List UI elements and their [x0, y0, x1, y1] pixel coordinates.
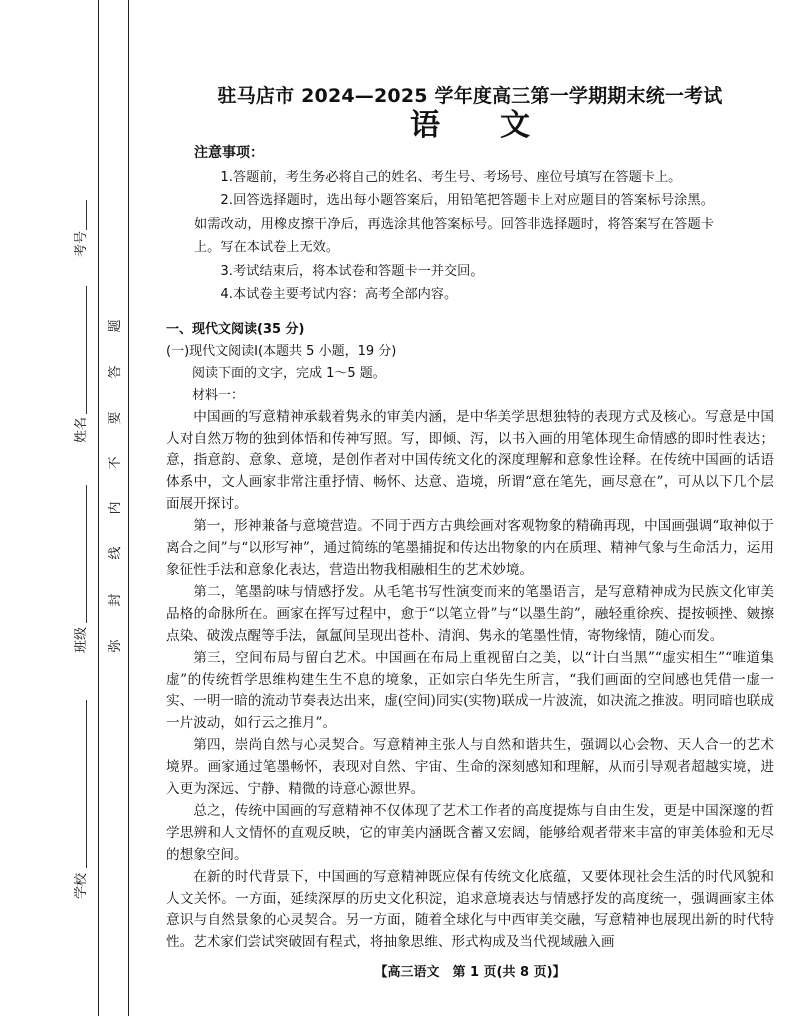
notice-item: 3.考试结束后，将本试卷和答题卡一并交回。 — [220, 263, 484, 279]
section-instruction: 阅读下面的文字，完成 1～5 题。 — [192, 365, 386, 381]
notice-heading: 注意事项： — [194, 145, 264, 161]
class-label: 班级 — [74, 627, 89, 654]
seal-char: 答 — [108, 365, 123, 379]
reading-section — [166, 319, 774, 954]
section-subheading: (一)现代文阅读Ⅰ(本题共 5 小题，19 分) — [166, 343, 397, 359]
section-heading: 一、现代文阅读(35 分) — [166, 322, 305, 337]
exam-number-label: 考号 — [74, 231, 89, 258]
notice-item: 2.回答选择题时，选出每小题答案后，用铅笔把答题卡上对应题目的答案标号涂黑。如需改动，用橡皮擦干净后，再选涂其他答案标号。回答非选择题时，将答案写在答题卡上。写在本试卷上无效。 — [194, 193, 714, 255]
notice-section — [194, 142, 714, 307]
exam-title: 驻马店市 2024—2025 学年度高三第一学期期末统一考试 — [217, 85, 723, 107]
seal-char: 线 — [108, 546, 123, 560]
passage-paragraph: 中国画的写意精神承载着隽永的审美内涵，是中华美学思想独特的表现方式及核心。写意是中国人对自然万物的独到体悟和传神写照。写，即倾、泻，以书入画的用笔体现生命情感的即时性表达；意，指意韵、意象、意境，是创作者对中国传统文化的深度理解和意象性诠释。在传统中国画的话语体系中，文人画家非常注重抒情、畅怀、达意、造境，所谓“意在笔先，画尽意在”，可从以下几个层面展开探讨。 — [166, 408, 774, 513]
class-underline — [86, 485, 87, 623]
passage-paragraph: 总之，传统中国画的写意精神不仅体现了艺术工作者的高度提炼与自由生发，更是中国深邃的哲学思辨和人文情怀的直观反映，它的审美内涵既含蓄又宏阔，能够给观者带来丰富的审美体验和无尽的想象空间。 — [166, 802, 774, 863]
binding-line-inner — [128, 0, 129, 1016]
passage-paragraph: 第二，笔墨韵味与情感抒发。从毛笔书写性演变而来的笔墨语言，是写意精神成为民族文化审美品格的命脉所在。画家在挥写过程中，愈于“以笔立骨”与“以墨生韵”，融轻重徐疾、提按顿挫、皴擦点染、破泼点醒等手法，氤氲间呈现出苍朴、清润、隽永的笔墨性情，寄物缘情，随心而发。 — [166, 583, 774, 644]
seal-char: 题 — [108, 319, 123, 333]
page-footer: 【高三语文 第 1 页(共 8 页)】 — [374, 965, 566, 980]
passage-paragraph: 在新的时代背景下，中国画的写意精神既应保有传统文化底蕴，又要体现社会生活的时代风貌和人文关怀。一方面，延续深厚的历史文化积淀，追求意境表达与情感抒发的高度统一，强调画家主体意识与自然景象的心灵契合。另一方面，随着全球化与中西审美交融，写意精神也展现出新的时代特性。艺术家们尝试突破固有程式，将抽象思维、形式构成及当代视域融入画 — [166, 868, 774, 951]
passage-paragraph: 第一，形神兼备与意境营造。不同于西方古典绘画对客观物象的精确再现，中国画强调“取神似于离合之间”与“以形写神”，通过简练的笔墨捕捉和传达出物象的内在质理、精神气象与生命活力，运用象征性手法和意象化表达，营造出物我相融相生的艺术妙境。 — [166, 518, 774, 578]
seal-char: 弥 — [108, 639, 123, 653]
seal-char: 要 — [108, 411, 123, 425]
name-label: 姓名 — [74, 417, 89, 444]
school-underline — [86, 700, 87, 868]
notice-item: 4.本试卷主要考试内容：高考全部内容。 — [220, 287, 458, 302]
subject-char: 文 — [500, 108, 530, 143]
seal-char: 内 — [108, 501, 123, 515]
seal-char: 封 — [108, 593, 123, 607]
seal-char: 不 — [108, 456, 123, 470]
passage-paragraph: 第四，崇尚自然与心灵契合。写意精神主张人与自然和谐共生，强调以心会物、天人合一的艺术境界。画家通过笔墨畅怀，表现对自然、宇宙、生命的深刻感知和理解，从而引导观者超越实境，进入更为深远、宁静、精微的诗意心源世界。 — [166, 737, 774, 798]
passage-paragraph: 第三，空间布局与留白艺术。中国画在布局上重视留白之美，以“计白当黑”“虚实相生”“唯道集虚”的传统哲学思维构建生生不息的境象，正如宗白华先生所言，“我们画面的空间感也凭借一虚一实、一明一暗的流动节奏表达出来，虚(空间)同实(实物)联成一片波流，如决流之推波。明同暗也联成一片波动，如行云之推月”。 — [166, 649, 774, 732]
binding-line-outer — [98, 0, 99, 1016]
material-label: 材料一： — [192, 387, 245, 403]
school-label: 学校 — [74, 873, 89, 900]
notice-item: 1.答题前，考生务必将自己的姓名、考生号、考场号、座位号填写在答题卡上。 — [220, 169, 682, 185]
subject-title — [160, 110, 780, 142]
name-underline — [86, 286, 87, 414]
subject-char: 语 — [410, 108, 440, 143]
